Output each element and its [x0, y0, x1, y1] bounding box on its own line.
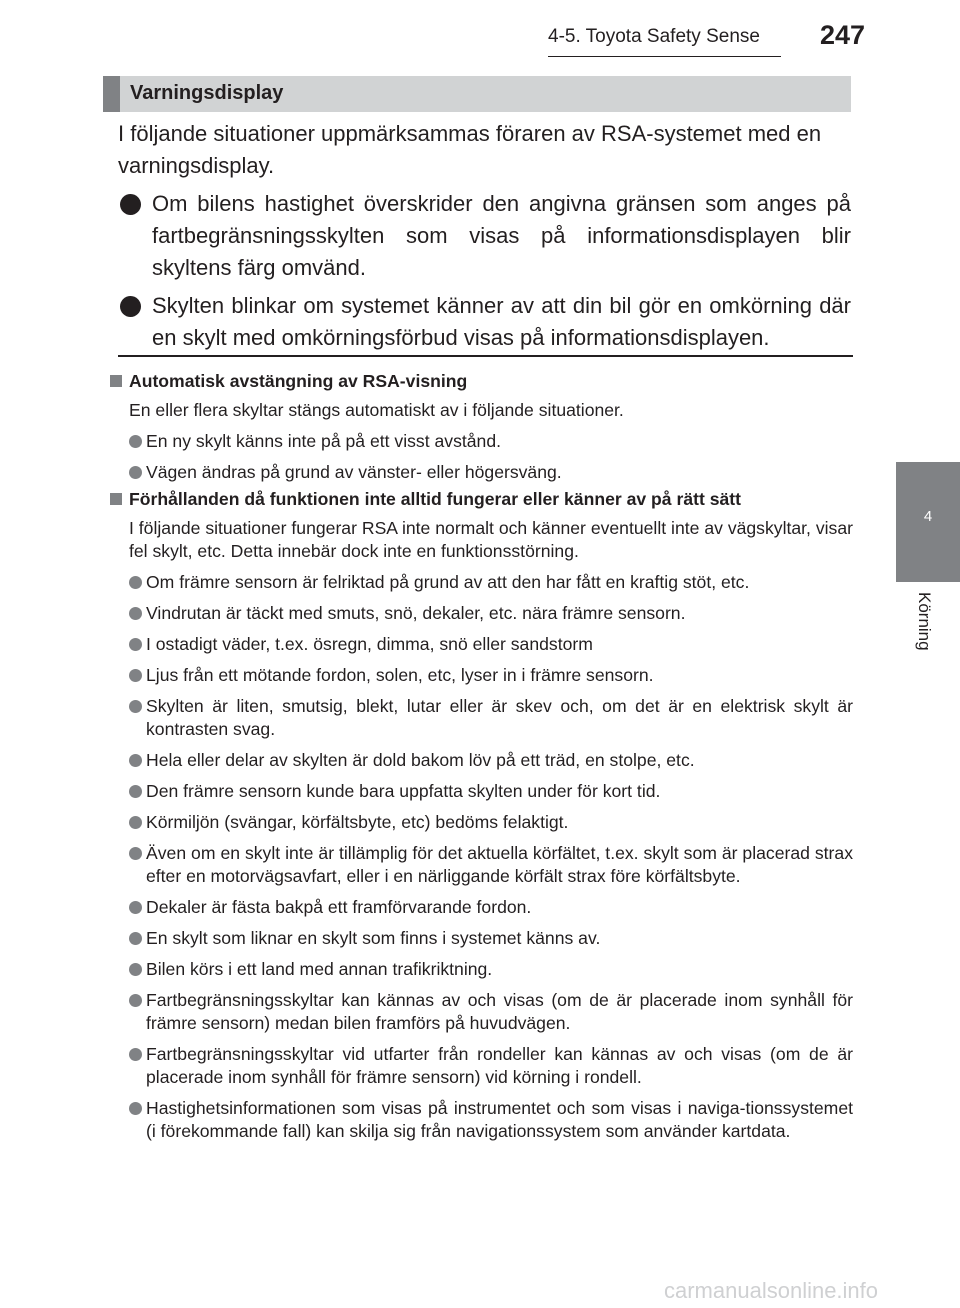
- bullet-dot-icon: [129, 963, 142, 976]
- note-title: [110, 370, 853, 393]
- bullet-dot-icon: [129, 1048, 142, 1061]
- main-bullet-text: Skylten blinkar om systemet känner av att din bil gör en omkörning där en skylt med omkörningsförbud visas på informationsdisplayen.: [152, 293, 851, 350]
- bullet-dot-icon: [129, 847, 142, 860]
- note-item: [110, 461, 853, 484]
- note-item-text: Körmiljön (svängar, körfältsbyte, etc) bedöms felaktigt.: [146, 812, 569, 832]
- note-item-text: Hela eller delar av skylten är dold bakom löv på ett träd, en stolpe, etc.: [146, 750, 695, 770]
- bullet-dot-icon: [129, 754, 142, 767]
- note-item: [110, 602, 853, 625]
- note-item: [110, 664, 853, 687]
- bullet-dot-icon: [129, 466, 142, 479]
- note-item: [110, 958, 853, 981]
- note-item: [110, 989, 853, 1035]
- main-bullet: [118, 290, 851, 354]
- page-number: 247: [820, 20, 866, 50]
- bullet-dot-icon: [129, 576, 142, 589]
- bullet-dot-icon: [129, 994, 142, 1007]
- note-item-text: Bilen körs i ett land med annan trafikriktning.: [146, 959, 493, 979]
- note-item-text: Vägen ändras på grund av vänster- eller högersväng.: [146, 462, 562, 482]
- note-item: [110, 811, 853, 834]
- note-item-text: Den främre sensorn kunde bara uppfatta skylten under för kort tid.: [146, 781, 661, 801]
- note-item: [110, 896, 853, 919]
- section-divider: [118, 355, 853, 357]
- main-bullet: [118, 188, 851, 284]
- note-item: [110, 1043, 853, 1089]
- note-item-text: Hastighetsinformationen som visas på instrumentet och som visas i naviga-tionssystemet (i förekommande fall) kan skilja sig från navigationssystem som använder kartdata.: [146, 1098, 853, 1141]
- note-item: [110, 571, 853, 594]
- chapter-title: Körning: [915, 592, 934, 651]
- square-bullet-icon: [110, 375, 122, 387]
- bullet-dot-icon: [129, 607, 142, 620]
- note-item-text: Om främre sensorn är felriktad på grund av att den har fått en kraftig stöt, etc.: [146, 572, 750, 592]
- section-heading-bar: [103, 76, 120, 112]
- note-item: [110, 1097, 853, 1143]
- watermark: carmanualsonline.info: [664, 1278, 879, 1303]
- note-item: [110, 927, 853, 950]
- note-item: [110, 749, 853, 772]
- note-item: [110, 633, 853, 656]
- note-item-text: Även om en skylt inte är tillämplig för det aktuella körfältet, t.ex. skylt som är placerad strax efter en motorvägsavfart, eller i en närliggande körfält strax före körfältsbyte.: [146, 843, 853, 886]
- bullet-dot-icon: [129, 932, 142, 945]
- main-content: [118, 118, 851, 354]
- note-item-text: I ostadigt väder, t.ex. ösregn, dimma, snö eller sandstorm: [146, 634, 593, 654]
- note-item-text: Dekaler är fästa bakpå ett framförvarande fordon.: [146, 897, 532, 917]
- bullet-dot-icon: [129, 435, 142, 448]
- note-item-text: En ny skylt känns inte på på ett visst avstånd.: [146, 431, 501, 451]
- bullet-dot-icon: [129, 816, 142, 829]
- note-item: [110, 695, 853, 741]
- header-section-title: 4-5. Toyota Safety Sense: [548, 26, 760, 47]
- square-bullet-icon: [110, 493, 122, 505]
- note-item: [110, 780, 853, 803]
- note-block: [110, 488, 853, 1143]
- note-block: [110, 370, 853, 484]
- bullet-dot-icon: [129, 1102, 142, 1115]
- note-text: I följande situationer fungerar RSA inte normalt och känner eventuellt inte av vägskyltar, visar fel skylt, etc. Detta innebär dock inte en funktionsstörning.: [129, 518, 853, 561]
- note-item-text: Vindrutan är täckt med smuts, snö, dekaler, etc. nära främre sensorn.: [146, 603, 686, 623]
- section-heading-text: Varningsdisplay: [130, 82, 284, 104]
- note-title: [110, 488, 853, 511]
- note-item-text: Skylten är liten, smutsig, blekt, lutar eller är skev och, om det är en elektrisk skylt är kontrasten svag.: [146, 696, 853, 739]
- note-title-text: Automatisk avstängning av RSA-visning: [129, 371, 468, 391]
- bullet-dot-icon: [129, 638, 142, 651]
- bullet-dot-icon: [129, 669, 142, 682]
- bullet-dot-icon: [120, 194, 141, 215]
- main-bullet-text: Om bilens hastighet överskrider den angivna gränsen som anges på fartbegränsningsskylten som visas på informationsdisplayen blir skyltens färg omvänd.: [152, 191, 851, 280]
- bullet-dot-icon: [129, 700, 142, 713]
- note-title-text: Förhållanden då funktionen inte alltid fungerar eller känner av på rätt sätt: [129, 489, 741, 509]
- notes: [110, 366, 853, 1143]
- chapter-number: 4: [923, 508, 933, 525]
- intro-paragraph: I följande situationer uppmärksammas föraren av RSA-systemet med en varningsdisplay.: [118, 121, 822, 178]
- note-item-text: Ljus från ett mötande fordon, solen, etc, lyser in i främre sensorn.: [146, 665, 654, 685]
- note-item: [110, 430, 853, 453]
- header-rule: [548, 56, 781, 57]
- bullet-dot-icon: [129, 901, 142, 914]
- note-item-text: Fartbegränsningsskyltar vid utfarter från rondeller kan kännas av och visas (om de är placerade inom synhåll för främre sensorn) vid körning i rondell.: [146, 1044, 853, 1087]
- bullet-dot-icon: [120, 296, 141, 317]
- section-heading: [103, 76, 851, 112]
- note-item-text: Fartbegränsningsskyltar kan kännas av och visas (om de är placerade inom synhåll för främre sensorn) medan bilen framförs på huvudvägen.: [146, 990, 853, 1033]
- bullet-dot-icon: [129, 785, 142, 798]
- note-text: En eller flera skyltar stängs automatiskt av i följande situationer.: [129, 400, 624, 420]
- note-item: [110, 842, 853, 888]
- note-item-text: En skylt som liknar en skylt som finns i systemet känns av.: [146, 928, 601, 948]
